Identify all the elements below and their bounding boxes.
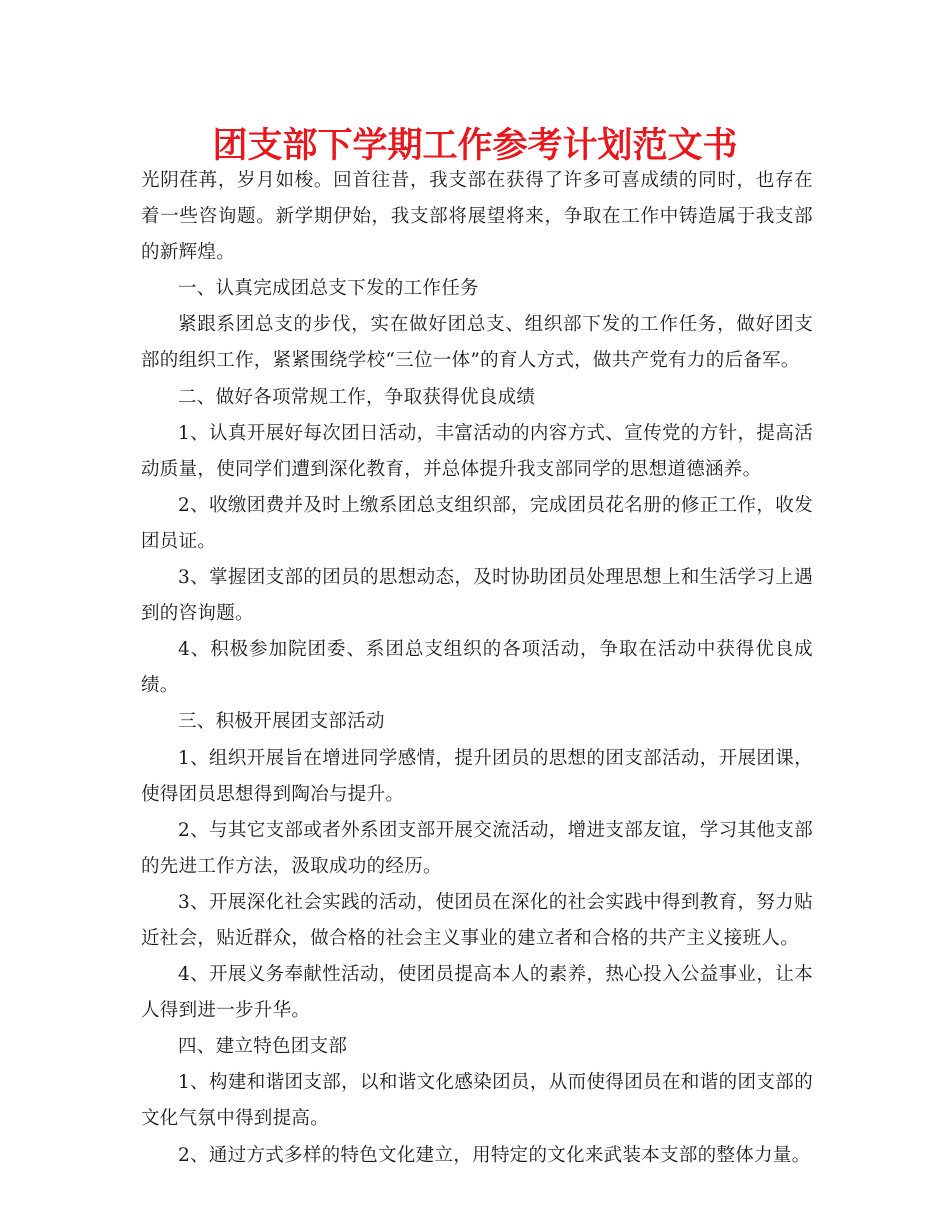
list-item: 3、开展深化社会实践的活动，使团员在深化的社会实践中得到教育，努力贴近社会，贴近群众，做合格的社会主义事业的建立者和合格的共产主义接班人。 [141, 891, 813, 949]
paragraph-intro: 光阴荏苒，岁月如梭。回首往昔，我支部在获得了许多可喜成绩的同时，也存在着一些咨询题。新学期伊始，我支部将展望将来，争取在工作中铸造属于我支部的新辉煌。 [141, 170, 813, 264]
list-item: 2、与其它支部或者外系团支部开展交流活动，增进支部友谊，学习其他支部的先进工作方法，汲取成功的经历。 [141, 819, 813, 877]
list-item: 1、构建和谐团支部，以和谐文化感染团员，从而使得团员在和谐的团支部的文化气氛中得到提高。 [141, 1072, 813, 1130]
list-item: 1、认真开展好每次团日活动，丰富活动的内容方式、宣传党的方针，提高活动质量，使同学们遭到深化教育，并总体提升我支部同学的思想道德涵养。 [141, 422, 813, 480]
list-item: 3、掌握团支部的团员的思想动态，及时协助团员处理思想上和生活学习上遇到的咨询题。 [141, 567, 813, 625]
section-heading-3: 三、积极开展团支部活动 [178, 711, 385, 733]
list-item: 4、开展义务奉献性活动，使团员提高本人的素养，热心投入公益事业，让本人得到进一步升华。 [141, 964, 813, 1022]
section-heading-1: 一、认真完成团总支下发的工作任务 [178, 278, 479, 300]
document-title: 团支部下学期工作参考计划范文书 [212, 126, 738, 166]
list-item: 1、组织开展旨在增进同学感情，提升团员的思想的团支部活动，开展团课，使得团员思想得到陶冶与提升。 [141, 747, 813, 805]
section-heading-4: 四、建立特色团支部 [178, 1036, 348, 1058]
document-body [141, 163, 813, 1174]
list-item: 2、通过方式多样的特色文化建立，用特定的文化来武装本支部的整体力量。 [178, 1144, 811, 1166]
list-item: 2、收缴团费并及时上缴系团总支组织部，完成团员花名册的修正工作，收发团员证。 [141, 494, 813, 552]
section-heading-2: 二、做好各项常规工作，争取获得优良成绩 [178, 386, 536, 408]
list-item: 4、积极参加院团委、系团总支组织的各项活动，争取在活动中获得优良成绩。 [141, 639, 813, 697]
paragraph: 紧跟系团总支的步伐，实在做好团总支、组织部下发的工作任务，做好团支部的组织工作，紧紧围绕学校“三位一体”的育人方式，做共产党有力的后备军。 [141, 314, 813, 372]
